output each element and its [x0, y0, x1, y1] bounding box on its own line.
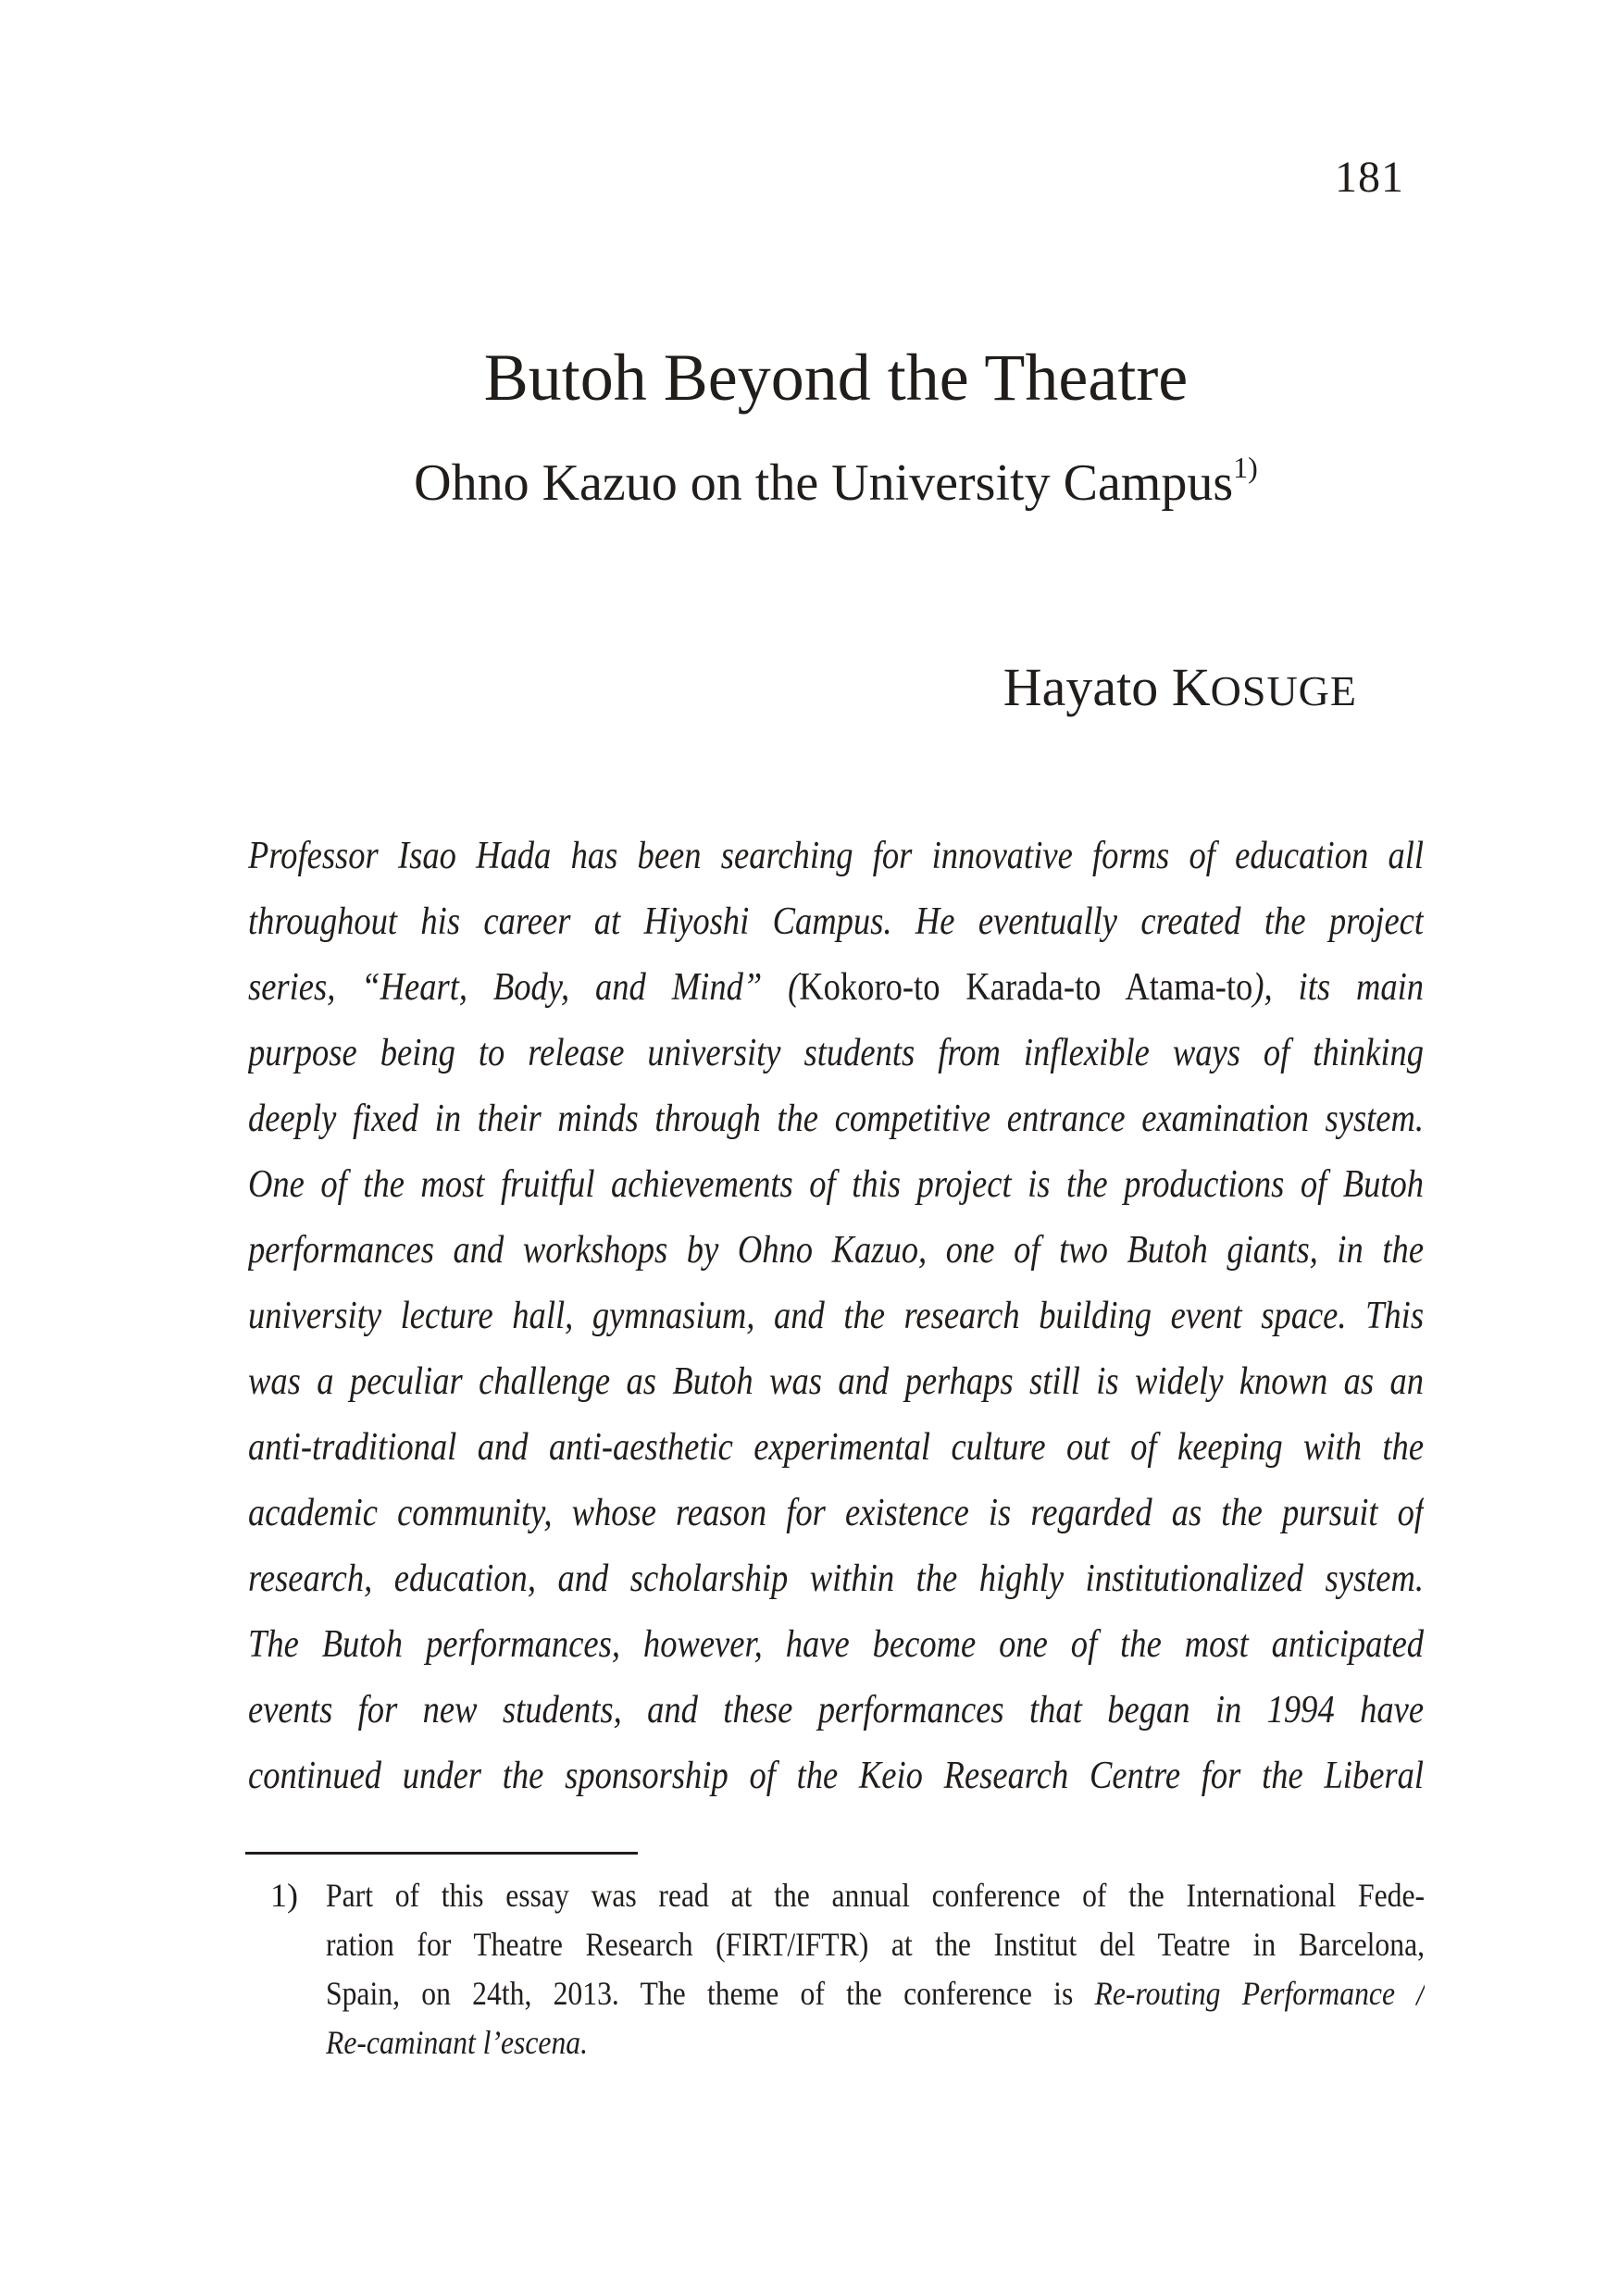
- footnote-separator-rule: [245, 1852, 638, 1855]
- text-segment: university lecture hall, gymnasium, and the research building event space. This: [248, 1295, 1425, 1337]
- body-paragraph: [248, 824, 1424, 1809]
- text-line: [248, 824, 1424, 889]
- text-segment: purpose being to release university students from inflexible ways of thinking: [248, 1032, 1425, 1074]
- text-segment: throughout his career at Hiyoshi Campus. He eventually created the project: [248, 900, 1425, 943]
- text-line: [248, 1415, 1424, 1481]
- text-segment: Kokoro-to Karada-to Atama-to: [799, 966, 1253, 1009]
- footnote-number: 1): [270, 1877, 298, 1914]
- text-segment: academic community, whose reason for existence is regarded as the pursuit of: [248, 1492, 1425, 1534]
- text-line: [248, 955, 1424, 1021]
- text-segment: ration for Theatre Research (FIRT/IFTR) at the Institut del Teatre in Barcelona,: [326, 1926, 1426, 1963]
- text-line: [248, 1612, 1424, 1678]
- text-line: [248, 1481, 1424, 1546]
- text-line: [248, 1218, 1424, 1284]
- text-line: [248, 1678, 1424, 1744]
- text-line: [248, 1284, 1424, 1349]
- text-line: [248, 1744, 1424, 1809]
- text-segment: Re-caminant l’escena.: [326, 2024, 589, 2061]
- text-segment: Spain, on 24th, 2013. The theme of the conference is: [326, 1975, 1095, 2012]
- text-line: [248, 1086, 1424, 1152]
- text-line: [248, 1021, 1424, 1086]
- author-name-main: Hayato K: [1003, 657, 1211, 717]
- text-segment: series, “Heart, Body, and Mind” (: [248, 966, 800, 1009]
- text-line: [248, 1546, 1424, 1612]
- article-subtitle-text: Ohno Kazuo on the University Campus: [414, 454, 1234, 512]
- author-name-smallcaps: OSUGE: [1210, 667, 1357, 714]
- footnote-reference-marker: 1): [1233, 451, 1258, 484]
- article-subtitle: [248, 451, 1424, 512]
- text-segment: performances and workshops by Ohno Kazuo, one of two Butoh giants, in the: [248, 1229, 1425, 1272]
- text-segment: was a peculiar challenge as Butoh was and perhaps still is widely known as an: [248, 1360, 1425, 1403]
- text-segment: events for new students, and these performances that began in 1994 have: [248, 1689, 1425, 1731]
- text-segment: One of the most fruitful achievements of this project is the productions of Butoh: [248, 1163, 1425, 1206]
- text-line: [326, 1920, 1425, 1969]
- text-segment: research, education, and scholarship within the highly institutionalized system.: [248, 1558, 1425, 1600]
- text-segment: Professor Isao Hada has been searching for innovative forms of education all: [248, 835, 1425, 877]
- text-line: [326, 1969, 1425, 2018]
- text-line: [326, 2018, 1425, 2067]
- text-segment: deeply fixed in their minds through the competitive entrance examination system.: [248, 1098, 1425, 1140]
- page-number: 181: [1335, 153, 1404, 202]
- article-title: Butoh Beyond the Theatre: [483, 341, 1189, 415]
- text-segment: ), its main: [1252, 966, 1425, 1009]
- text-segment: The Butoh performances, however, have become one of the most anticipated: [248, 1623, 1425, 1666]
- text-segment: Part of this essay was read at the annual conference of the International Fede-: [326, 1877, 1426, 1914]
- text-line: [326, 1871, 1425, 1920]
- text-segment: continued under the sponsorship of the Keio Research Centre for the Liberal: [248, 1755, 1425, 1797]
- text-line: [248, 889, 1424, 955]
- text-line: [248, 1349, 1424, 1415]
- text-segment: anti-traditional and anti-aesthetic experimental culture out of keeping with the: [248, 1426, 1425, 1469]
- text-segment: Re-routing Performance /: [1094, 1975, 1426, 2012]
- footnote-text: [326, 1871, 1425, 2067]
- text-line: [248, 1152, 1424, 1218]
- author-name: [248, 657, 1424, 717]
